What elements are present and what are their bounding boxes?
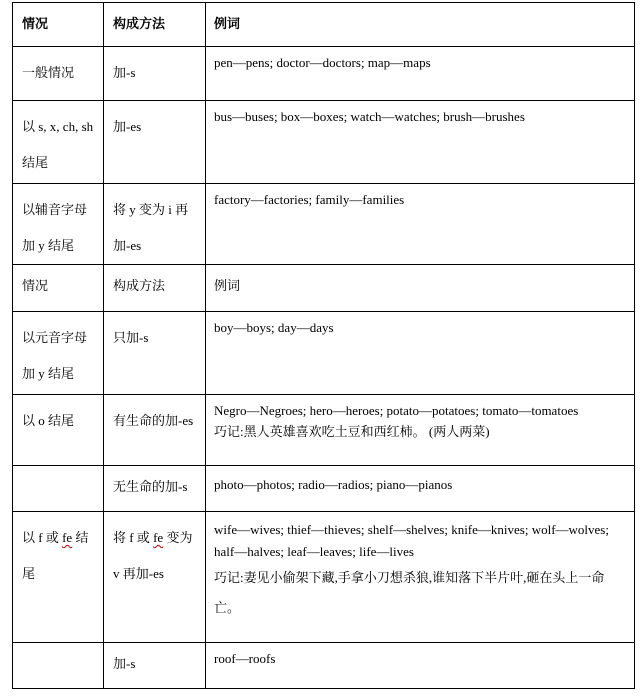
situation-cell: 以 s, x, ch, sh 结尾 [13,101,104,184]
plural-rules-table [12,2,635,689]
method-cell: 有生命的加-es [104,395,206,466]
examples-cell: photo—photos; radio—radios; piano—pianos [206,466,635,512]
situation-cell: 以元音字母加 y 结尾 [13,312,104,395]
header-method: 构成方法 [104,3,206,47]
examples-cell: roof—roofs [206,643,635,689]
method-cell: 构成方法 [104,265,206,312]
situation-cell: 一般情况 [13,47,104,101]
examples-text: wife—wives; thief—thieves; shelf—shelves; knife—knives; wolf—wolves; half—halves; leaf—leaves; life—lives [214,522,609,559]
wavy-marked-text: fe [153,530,164,545]
mnemonic-tip: 巧记:妻见小偷架下藏,手拿小刀想杀狼,谁知落下半片叶,砸在头上一命亡。 [214,570,605,615]
examples-cell: factory—factories; family—families [206,184,635,265]
examples-cell: pen—pens; doctor—doctors; map—maps [206,47,635,101]
situation-cell [13,643,104,689]
examples-cell: bus—buses; box—boxes; watch—watches; brush—brushes [206,101,635,184]
table-row [13,395,635,466]
situation-cell: 情况 [13,265,104,312]
table-row [13,466,635,512]
header-examples: 例词 [206,3,635,47]
method-cell: 无生命的加-s [104,466,206,512]
examples-cell: boy—boys; day—days [206,312,635,395]
wavy-marked-text: fe [62,530,73,545]
situation-cell: 以辅音字母加 y 结尾 [13,184,104,265]
method-cell: 将 y 变为 i 再加-es [104,184,206,265]
examples-cell [206,512,635,643]
examples-cell: 例词 [206,265,635,312]
method-cell: 加-es [104,101,206,184]
table-row [13,184,635,265]
table-row [13,512,635,643]
method-cell: 加-s [104,47,206,101]
method-cell: 将 f 或 fe 变为 v 再加-es [104,512,206,643]
table-row [13,643,635,689]
situation-cell: 以 f 或 fe 结尾 [13,512,104,643]
table-row [13,312,635,395]
situation-cell [13,466,104,512]
mnemonic-tip: 巧记:黑人英雄喜欢吃土豆和西红柿。 (两人两菜) [214,424,490,439]
method-cell: 只加-s [104,312,206,395]
table-header-row [13,3,635,47]
table-row [13,47,635,101]
method-cell: 加-s [104,643,206,689]
examples-text: Negro—Negroes; hero—heroes; potato—potatoes; tomato—tomatoes [214,403,579,418]
situation-cell: 以 o 结尾 [13,395,104,466]
examples-cell [206,395,635,466]
table-row [13,265,635,312]
header-situation: 情况 [13,3,104,47]
table-row [13,101,635,184]
